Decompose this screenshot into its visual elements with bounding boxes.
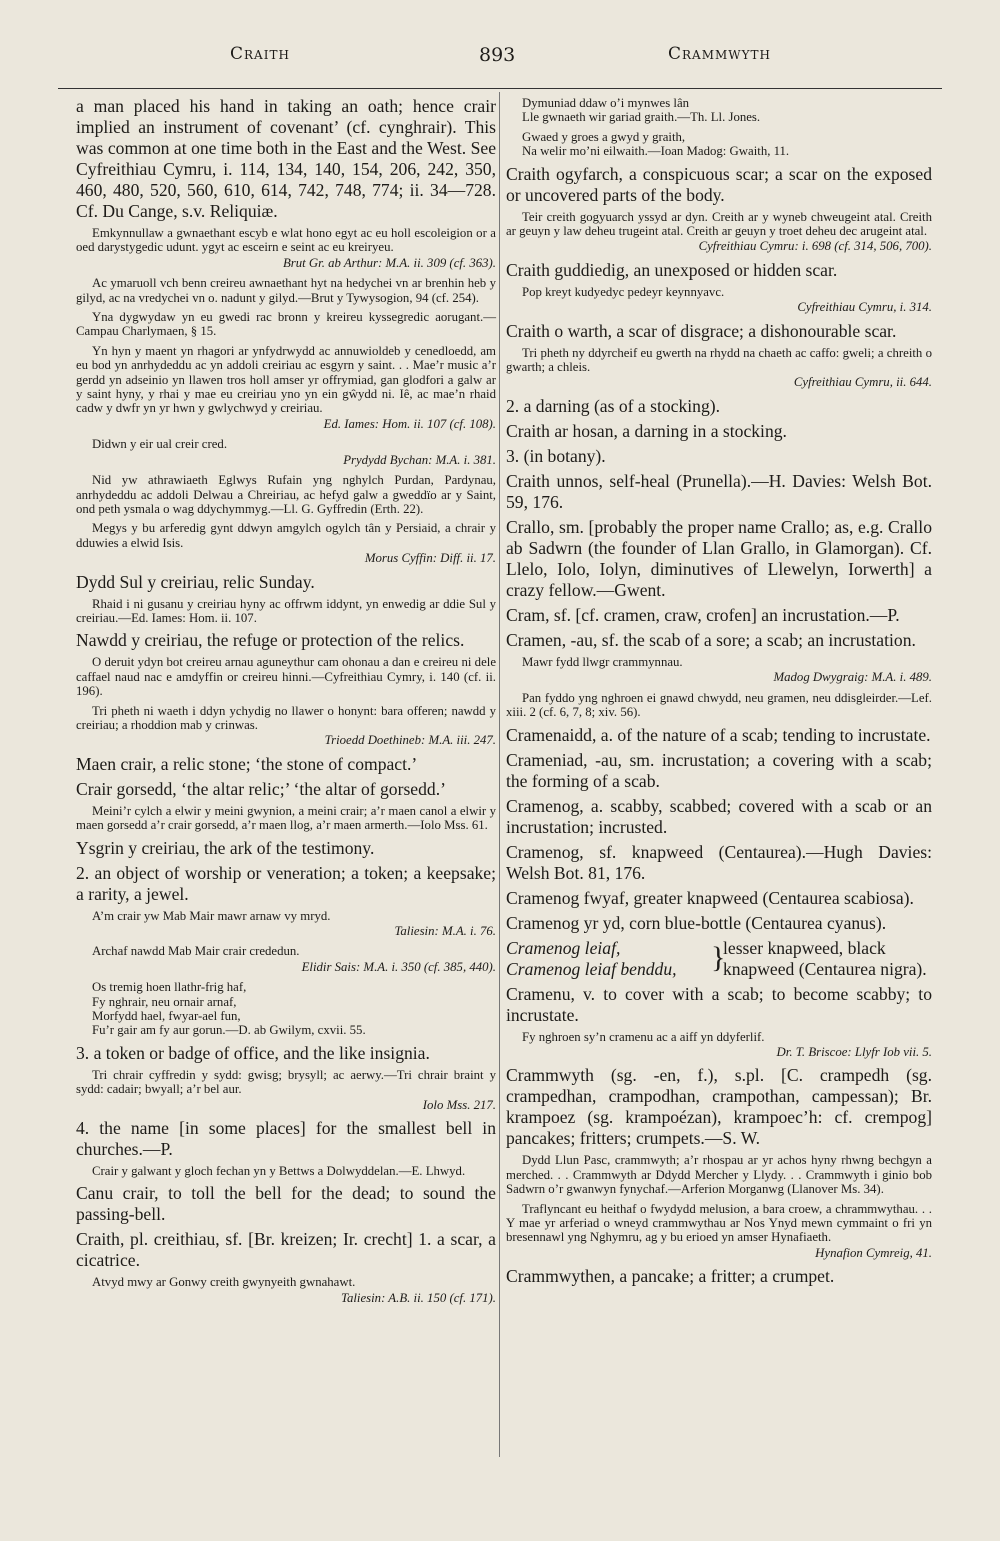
citation-source: Hynafion Cymreig, 41. xyxy=(815,1245,932,1260)
quotation: Pop kreyt kudyedyc pedeyr keynnyavc. xyxy=(522,284,725,299)
quotation: Atvyd mwy ar Gonwy creith gwynyeith gwnahawt. xyxy=(92,1275,356,1290)
citation-source: Trioedd Doethineb: M.A. iii. 247. xyxy=(324,733,496,748)
entry-text: Craith ogyfarch, a conspicuous scar; a scar on the exposed or uncovered parts of the body. xyxy=(506,163,932,205)
entry-text: Cram, sf. [cf. cramen, craw, crofen] an incrustation.—P. xyxy=(506,604,900,625)
citation-source: Cyfreithiau Cymru, ii. 644. xyxy=(793,375,932,390)
citation-source: Brut Gr. ab Arthur: M.A. ii. 309 (cf. 363). xyxy=(282,255,496,270)
entry-text: Nawdd y creiriau, the refuge or protection of the relics. xyxy=(76,630,465,651)
quotation: Dydd Llun Pasc, crammwyth; a’r rhospau ar yr achos hyny rhwng bechgyn a merched. . . Crammwyth ar Ddydd Mercher y Llydy. . . Crammwyth i ginio bob Sadwrn o’r gwanwyn fynychaf.—Arferion Morganwg (Llanover Ms. 34). xyxy=(506,1153,932,1197)
entry-text: Craith ar hosan, a darning in a stocking. xyxy=(506,420,787,441)
entry-headword: Cramenog leiaf benddu, xyxy=(506,958,677,979)
brace-mark: } xyxy=(711,940,726,974)
verse-quotation: Dymuniad ddaw o’i mynwes lân Lle gwnaeth wir gariad graith.—Th. Ll. Jones. xyxy=(522,96,761,125)
right-column xyxy=(506,96,932,1291)
quotation: Traflyncant eu heithaf o fwydydd melusion, a bara croew, a chrammwythau. . . Y mae yr arferiad o wneyd crammwythau ar Nos Ynyd mewn cymmaint o fri yn bresennawl yng Nghymru, ag y bu erioed yn amser Hynafiaeth. xyxy=(506,1201,932,1245)
quotation: Didwn y eir ual creir cred. xyxy=(92,437,228,452)
entry-text: Cramenog, sf. knapweed (Centaurea).—Hugh Davies: Welsh Bot. 81, 176. xyxy=(506,841,932,883)
citation-source: Madog Dwygraig: M.A. i. 489. xyxy=(773,670,932,685)
quotation: Rhaid i ni gusanu y creiriau hyny ac offrwm iddynt, yn enwedig ar ddie Sul y creiriau.—Ed. Iames: Hom. ii. 107. xyxy=(76,596,496,625)
entry-text: Cramenog, a. scabby, scabbed; covered with a scab or an incrustation; incrusted. xyxy=(506,795,932,837)
entry-headword: Cramenog leiaf, xyxy=(506,937,621,958)
entry-text: 4. the name [in some places] for the smallest bell in churches.—P. xyxy=(76,1118,496,1160)
citation-source: Prydydd Bychan: M.A. i. 381. xyxy=(343,452,496,467)
quotation: Tri pheth ny ddyrcheif eu gwerth na rhydd na chaeth ac caffo: gweli; a chreith o gwarth; a chleis. xyxy=(506,345,932,375)
entry-definition: lesser knapweed, black knapweed (Centaurea nigra). xyxy=(723,937,927,979)
column-divider xyxy=(499,92,500,1457)
quotation: Teir creith gogyuarch yssyd ar dyn. Creith ar y wyneb chweugeint atal. Creith ar geuyn y law deheu trugeint atal. Creith ar geuyn y troet deheu dec arugeint atal. xyxy=(506,209,932,239)
entry-text: Craith unnos, self-heal (Prunella).—H. Davies: Welsh Bot. 59, 176. xyxy=(506,470,932,512)
quotation: Fy nghroen sy’n cramenu ac a aiff yn ddyferlif. xyxy=(522,1029,765,1044)
quotation: Ac ymaruoll vch benn creireu awnaethant hyt na hedychei vn ar brenhin heb y gilyd, ac na vredychei vn o. nadunt y gilyd.—Brut y Tywysogion, 94 (cf. 254). xyxy=(76,276,496,305)
entry-text: Ysgrin y creiriau, the ark of the testimony. xyxy=(76,837,375,858)
entry-text: Crair gorsedd, ‘the altar relic;’ ‘the altar of gorsedd.’ xyxy=(76,778,446,799)
quotation: Mawr fydd llwgr crammynnau. xyxy=(522,654,683,669)
entry-text: 2. a darning (as of a stocking). xyxy=(506,395,720,416)
citation-source: Taliesin: M.A. i. 76. xyxy=(394,924,496,938)
quotation: A’m crair yw Mab Mair mawr arnaw vy mryd. xyxy=(92,908,331,923)
quotation: Pan fyddo yng nghroen ei gnawd chwydd, neu gramen, neu ddisgleirder.—Lef. xiii. 2 (cf. 6, 7, 8; xiv. 56). xyxy=(506,690,932,720)
entry-text: Maen crair, a relic stone; ‘the stone of compact.’ xyxy=(76,753,418,774)
entry-text: Crammwyth (sg. -en, f.), s.pl. [C. crampedh (sg. crampedhan, crampodhan, crampothan, campessan); Br. krampoez (sg. krampoézan), krampoec’h: cf. crempog] pancakes; fritters; crumpets.—S. W. xyxy=(506,1065,932,1149)
entry-text: 2. an object of worship or veneration; a token; a keepsake; a rarity, a jewel. xyxy=(76,862,496,904)
header-rule xyxy=(58,88,942,89)
citation-source: Iolo Mss. 217. xyxy=(422,1097,496,1112)
citation-source: Elidir Sais: M.A. i. 350 (cf. 385, 440). xyxy=(301,959,496,974)
page-number: 893 xyxy=(479,44,516,66)
quotation: Tri chrair cyffredin y sydd: gwisg; brysyll; ac aerwy.—Tri chrair braint y sydd: cadair; bwyall; a’r bel aur. xyxy=(76,1067,496,1097)
quotation: Nid yw athrawiaeth Eglwys Rufain yng nghylch Purdan, Pardynau, anrhydeddu ac addoli Delwau a Chreiriau, ac hefyd galw a gweddïo ar y Saint, ond peth ysmala o wag ddychymmyg.—Ll. G. Gyffredin (Erth. 22). xyxy=(76,473,496,516)
quotation: Megys y bu arferedig gynt ddwyn amgylch ogylch tân y Persiaid, a chrair y dduwies a elwid Isis. xyxy=(76,521,496,550)
running-head-right: Crammwyth xyxy=(668,44,772,64)
entry-text: Dydd Sul y creiriau, relic Sunday. xyxy=(76,571,315,592)
entry-text: Cramen, -au, sf. the scab of a sore; a scab; an incrustation. xyxy=(506,629,916,650)
quotation: Meini’r cylch a elwir y meini gwynion, a meini crair; a’r maen canol a elwir y maen gorsedd a’r crair gorsedd, a’r maen llog, a’r maen armerth.—Iolo Mss. 61. xyxy=(76,803,496,833)
left-column xyxy=(76,96,496,1311)
entry-text: 3. a token or badge of office, and the like insignia. xyxy=(76,1042,430,1063)
quotation: Tri pheth ni waeth i ddyn ychydig no llawer o honynt: bara offeren; nawdd y creiriau; a rhoddion mab y crinwas. xyxy=(76,703,496,732)
verse-quotation: Gwaed y groes a gwyd y graith, Na welir mo’ni eilwaith.—Ioan Madog: Gwaith, 11. xyxy=(522,129,790,159)
entry-text: a man placed his hand in taking an oath; hence crair implied an instrument of covenant’ (cf. cynghrair). This was common at one time both in the East and the West. See Cyfreithiau Cymru, i. 114, 134, 140, 154, 206, 242, 350, 460, 480, 520, 560, 610, 614, 742, 748, 774; ii. 34—728. Cf. Du Cange, s.v. Reliquiæ. xyxy=(76,96,496,221)
citation-source: Morus Cyffin: Diff. ii. 17. xyxy=(364,551,496,566)
entry-text: Cramenog yr yd, corn blue-bottle (Centaurea cyanus). xyxy=(506,912,887,933)
quotation: Crair y galwant y gloch fechan yn y Bettws a Dolwyddelan.—E. Lhwyd. xyxy=(92,1164,466,1179)
entry-text: Cramenu, v. to cover with a scab; to become scabby; to incrustate. xyxy=(506,983,932,1025)
entry-text: Canu crair, to toll the bell for the dead; to sound the passing-bell. xyxy=(76,1183,496,1225)
entry-text: Cramenog fwyaf, greater knapweed (Centaurea scabiosa). xyxy=(506,887,914,908)
entry-text: Crallo, sm. [probably the proper name Crallo; as, e.g. Crallo ab Sadwrn (the founder of Llan Grallo, in Glamorgan). Cf. Llelo, Iolo, Iolyn, diminutives of Llewelyn, Iorwerth] a crazy fellow.—Gwent. xyxy=(506,516,932,600)
entry-text: Craith guddiedig, an unexposed or hidden scar. xyxy=(506,259,838,280)
entry-text: 3. (in botany). xyxy=(506,445,606,466)
quotation: Emkynnullaw a gwnaethant escyb e wlat hono egyt ac eu holl escoleigion or a oed darystygedic udunt. ygyt ac esceirn e seint ac eu kreiryeu. xyxy=(76,226,496,255)
verse-quotation: Os tremig hoen llathr-frig haf, Fy nghrair, neu ornair arnaf, Morfydd hael, fwyar-ael fun, Fu’r gair am fy aur gorun.—D. ab Gwilym, cxvii. 55. xyxy=(92,980,366,1038)
quotation: Yna dygwydaw yn eu gwedi rac bronn y kreireu kyssegredic aorugant.—Campau Charlymaen, § 15. xyxy=(76,310,496,339)
entry-text: Crammwythen, a pancake; a fritter; a crumpet. xyxy=(506,1266,835,1287)
quotation: Yn hyn y maent yn rhagori ar ynfydrwydd ac annuwioldeb y cenedloedd, am eu bod yn anrhydeddu ac yn addoli creiriau ac esgyrn y saint. . . Mae’r music a’r gerdd yn adseinio yn llawen tros holl amser yr offrymiad, gan glodfori a galw ar y saint hyny, y rhai y mae eu creiriau yno yn ein gŵydd ni. Iê, ac mae’n rhaid cadw y dwfr yn yr hwn y gwlychwyd y creiriau. xyxy=(76,343,496,416)
running-head-left: Craith xyxy=(230,44,290,64)
citation-source: Dr. T. Briscoe: Llyfr Iob vii. 5. xyxy=(776,1044,932,1059)
entry-text: Cramenaidd, a. of the nature of a scab; tending to incrustate. xyxy=(506,724,931,745)
entry-text: Craith o warth, a scar of disgrace; a dishonourable scar. xyxy=(506,320,897,341)
citation-source: Cyfreithiau Cymru, i. 314. xyxy=(797,300,932,315)
citation-source: Taliesin: A.B. ii. 150 (cf. 171). xyxy=(341,1290,496,1305)
quotation: O deruit ydyn bot creireu arnau aguneythur cam ohonau a dan e creireu ni dele caffael naud nac e amdyffin or creireu hinni.—Cyfreithiau Cymry, i. 140 (cf. ii. 196). xyxy=(76,655,496,699)
entry-pair xyxy=(506,938,932,980)
entry-text: Crameniad, -au, sm. incrustation; a covering with a scab; the forming of a scab. xyxy=(506,749,932,791)
entry-text: Craith, pl. creithiau, sf. [Br. kreizen; Ir. crecht] 1. a scar, a cicatrice. xyxy=(76,1229,496,1271)
citation-source: Ed. Iames: Hom. ii. 107 (cf. 108). xyxy=(323,416,496,431)
quotation: Archaf nawdd Mab Mair crair crededun. xyxy=(92,944,300,959)
citation-source: Cyfreithiau Cymru: i. 698 (cf. 314, 506, 700). xyxy=(698,239,932,254)
